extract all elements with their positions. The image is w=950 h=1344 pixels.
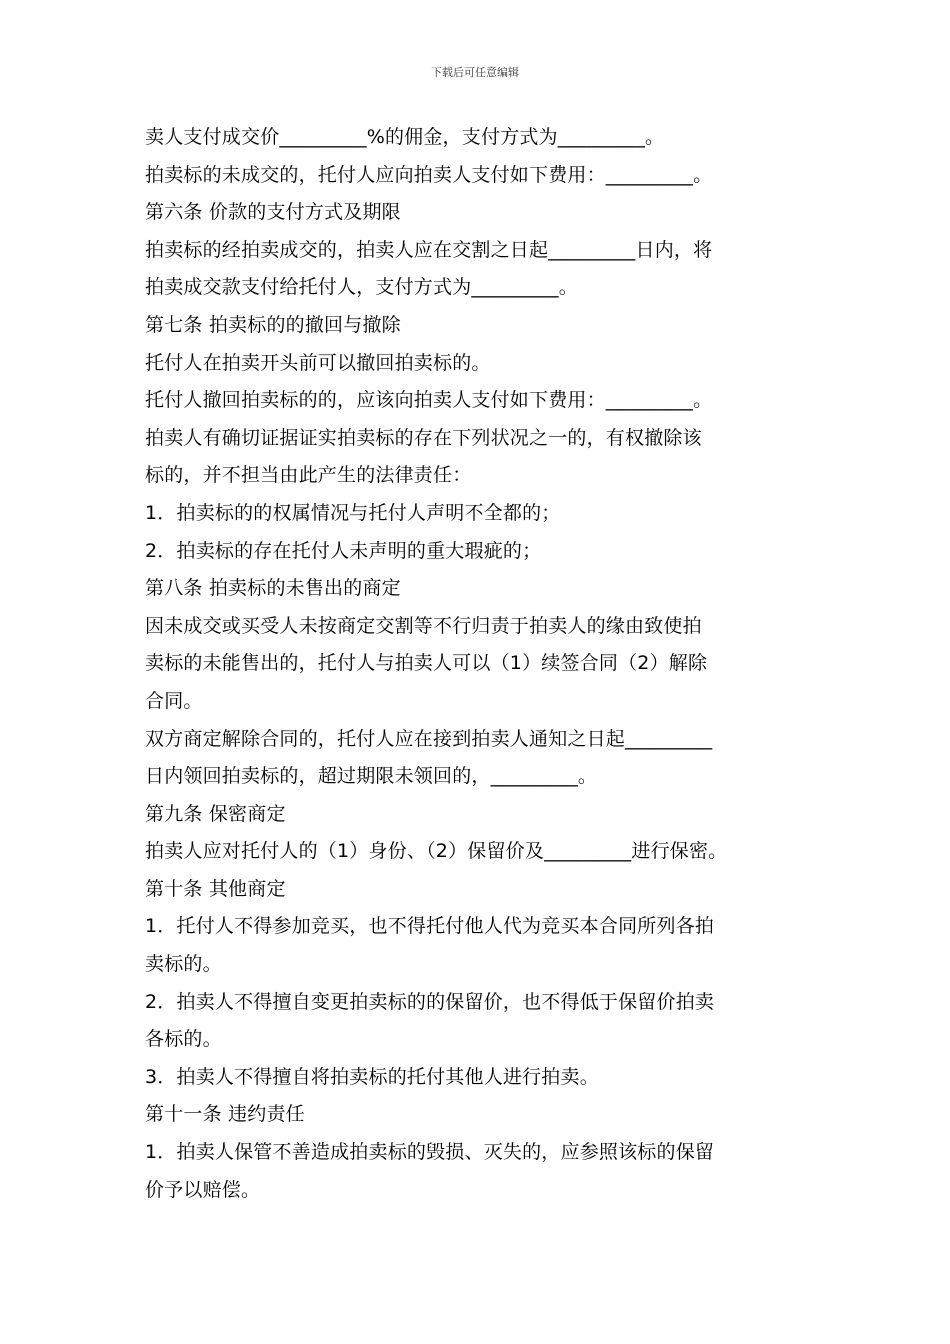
text-line: 合同。 — [145, 689, 203, 712]
text-line: 卖标的未能售出的，托付人与拍卖人可以（1）续签合同（2）解除 — [145, 652, 708, 675]
page-header-note: 下载后可任意编辑 — [431, 66, 519, 79]
text-line: 价予以赔偿。 — [145, 1178, 261, 1201]
text-line: 卖人支付成交价_________%的佣金，支付方式为_________。 — [145, 126, 665, 148]
text-line: 拍卖人应对托付人的（1）身份、（2）保留价及_________进行保密。 — [145, 840, 728, 863]
text-line: 双方商定解除合同的，托付人应在接到拍卖人通知之日起_________ — [145, 727, 713, 750]
section-heading: 第十一条 违约责任 — [145, 1103, 305, 1126]
list-item: 1．拍卖人保管不善造成拍卖标的毁损、灭失的，应参照该标的保留 — [145, 1141, 715, 1164]
text-line: 标的，并不担当由此产生的法律责任： — [145, 464, 472, 487]
list-item: 2．拍卖人不得擅自变更拍卖标的的保留价，也不得低于保留价拍卖 — [145, 990, 715, 1013]
text-line: 托付人在拍卖开头前可以撤回拍卖标的。 — [145, 351, 491, 374]
list-item: 1．拍卖标的的权属情况与托付人声明不全都的； — [145, 501, 561, 524]
section-heading: 第十条 其他商定 — [145, 877, 286, 900]
list-item: 2．拍卖标的存在托付人未声明的重大瑕疵的； — [145, 539, 542, 562]
section-heading: 第六条 价款的支付方式及期限 — [145, 201, 401, 224]
text-line: 托付人撤回拍卖标的的，应该向拍卖人支付如下费用：_________。 — [145, 389, 713, 412]
section-heading: 第九条 保密商定 — [145, 802, 286, 825]
text-line: 各标的。 — [145, 1028, 222, 1051]
text-line: 拍卖标的经拍卖成交的，拍卖人应在交割之日起_________日内，将 — [145, 238, 713, 261]
section-heading: 第七条 拍卖标的的撤回与撤除 — [145, 313, 401, 336]
text-line: 卖标的。 — [145, 953, 222, 976]
document-body — [145, 119, 825, 1209]
text-line: 拍卖标的未成交的，托付人应向拍卖人支付如下费用：_________。 — [145, 163, 713, 186]
section-heading: 第八条 拍卖标的未售出的商定 — [145, 577, 401, 600]
list-item: 3．拍卖人不得擅自将拍卖标的托付其他人进行拍卖。 — [145, 1065, 599, 1088]
text-line: 拍卖成交款支付给托付人，支付方式为_________。 — [145, 276, 578, 299]
text-line: 日内领回拍卖标的，超过期限未领回的，_________。 — [145, 765, 598, 788]
text-line: 因未成交或买受人未按商定交割等不行归责于拍卖人的缘由致使拍 — [145, 614, 702, 637]
text-line: 拍卖人有确切证据证实拍卖标的存在下列状况之一的，有权撤除该 — [145, 426, 702, 449]
list-item: 1．托付人不得参加竞买，也不得托付他人代为竞买本合同所列各拍 — [145, 915, 715, 938]
